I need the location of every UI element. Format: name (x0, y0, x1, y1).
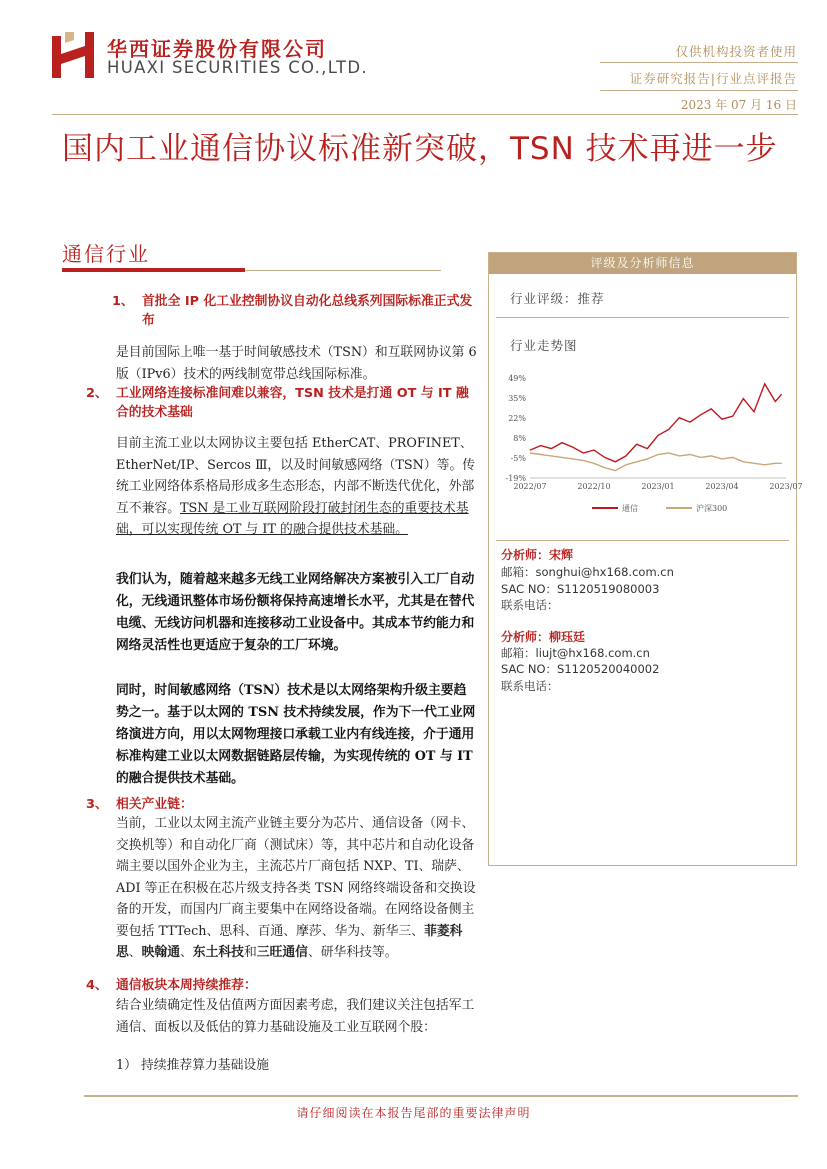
section-heading-text: 相关产业链： (116, 797, 193, 812)
y-tick-label: 49% (508, 374, 526, 383)
company-name: 东土科技 (192, 945, 244, 960)
separator: 、 (128, 945, 142, 960)
section-body-text: 目前主流工业以太网协议主要包括 EtherCAT、PROFINET、EtherNet/IP、Sercos Ⅲ，以及时间敏感网络（TSN）等。传统工业网络体系格局形成多生态形态，内部不断迭代优化，外部互不兼容。 (116, 436, 476, 516)
industry-underline-rule (245, 270, 441, 271)
section-number: 1、 (112, 294, 134, 309)
separator: 、 (179, 945, 193, 960)
section-heading (86, 976, 478, 995)
section-number: 2、 (86, 386, 108, 401)
x-tick-label: 2023/04 (705, 482, 739, 491)
footer-divider (84, 1095, 798, 1097)
company-name-en: HUAXI SECURITIES CO.,LTD. (107, 58, 368, 77)
sidebar-divider (496, 317, 789, 318)
section-body: 结合业绩确定性及估值两方面因素考虑，我们建议关注包括军工通信、面板以及低估的算力基础设施及工业互联网个股： (116, 998, 475, 1035)
analyst-name: 分析师：宋辉 (501, 548, 574, 562)
report-title: 国内工业通信协议标准新突破，TSN 技术再进一步 (62, 131, 778, 167)
analyst-sac: SAC NO：S1120520040002 (501, 662, 660, 676)
section-body-text: 、研华科技等。 (307, 945, 398, 960)
section-heading-text: 首批全 IP 化工业控制协议自动化总线系列国际标准正式发布 (142, 294, 473, 328)
section-body-text: 当前，工业以太网主流产业链主要分为芯片、通信设备（网卡、交换机等）和自动化厂商（测试床）等，其中芯片和自动化设备端主要以国外企业为主，主流芯片厂商包括 NXP、TI、瑞萨、ADI 等正在积极在芯片级支持各类 TSN 网络终端设备和交换设备的开发，而国内厂商主要集中在网络设备端。在网络设备侧主要包括 TTTech、思科、百通、摩莎、华为、新华三、 (116, 816, 476, 939)
section-body (116, 433, 478, 541)
industry-label: 通信行业 (62, 242, 150, 266)
separator: 和 (243, 945, 257, 960)
header-divider (52, 114, 798, 115)
section-number: 3、 (86, 797, 108, 812)
industry-underline (62, 268, 245, 272)
analyst-sac: SAC NO：S1120519080003 (501, 582, 660, 596)
analyst-email: 邮箱：songhui@hx168.com.cn (501, 565, 674, 579)
section-body-underlined: TSN 是工业互联网阶段打破封闭生态的重要技术基础，可以实现传统 OT 与 IT 的融合提供技术基础。 (116, 500, 469, 537)
analyst-phone: 联系电话： (501, 598, 559, 612)
report-type: 证券研究报告|行业点评报告 (629, 71, 797, 86)
report-date: 2023 年 07 月 16 日 (680, 98, 797, 112)
industry-rating: 行业评级：推荐 (510, 291, 605, 306)
section-heading (86, 384, 478, 422)
legend-label: 通信 (622, 504, 638, 513)
analyst-phone: 联系电话： (501, 679, 559, 693)
y-tick-label: -19% (505, 474, 526, 483)
x-tick-label: 2022/07 (513, 482, 547, 491)
series-line (530, 384, 782, 462)
company-name: 映翰通 (141, 945, 180, 960)
y-tick-label: 8% (513, 434, 526, 443)
viewpoint-paragraph: 我们认为，随着越来越多无线工业网络解决方案被引入工厂自动化，无线通讯整体市场份额将保持高速增长水平，尤其是在替代电缆、无线访问机器和连接移动工业设备中。其成本节约能力和网络灵活性也更适应于复杂的工厂环境。 (116, 572, 475, 653)
section-body: 是目前国际上唯一基于时间敏感技术（TSN）和互联网协议第 6 版（IPv6）技术的两线制宽带总线国际标准。 (116, 345, 477, 382)
sidebar-divider (496, 540, 789, 541)
legal-notice: 请仔细阅读在本报告尾部的重要法律声明 (296, 1106, 531, 1120)
x-tick-label: 2022/10 (577, 482, 611, 491)
legend-label: 沪深300 (696, 504, 728, 513)
section-heading (112, 292, 477, 330)
huaxi-logo-icon (52, 32, 94, 78)
viewpoint-paragraph: 同时，时间敏感网络（TSN）技术是以太网络架构升级主要趋势之一。基于以太网的 TSN 技术持续发展，作为下一代工业网络演进方向，用以太网物理接口承载工业内有线连接，介于通用标准构建工业以太网数据链路层传输，为实现传统的 OT 与 IT 的融合提供技术基础。 (116, 683, 476, 786)
section-number: 4、 (86, 978, 108, 993)
section-heading-text: 通信板块本周持续推荐： (116, 978, 257, 993)
section-heading-text: 工业网络连接标准间难以兼容，TSN 技术是打通 OT 与 IT 融合的技术基础 (116, 386, 469, 420)
x-tick-label: 2023/01 (641, 482, 675, 491)
header-divider (600, 62, 798, 63)
section-body (116, 813, 478, 964)
company-name-cn: 华西证券股份有限公司 (107, 37, 327, 61)
list-item: 1） 持续推荐算力基础设施 (116, 1058, 269, 1073)
sidebar-header: 评级及分析师信息 (489, 253, 796, 274)
y-tick-label: 35% (508, 394, 526, 403)
header-divider (600, 90, 798, 91)
analyst-email: 邮箱：liujt@hx168.com.cn (501, 646, 650, 660)
audience-note: 仅供机构投资者使用 (675, 44, 797, 59)
series-line (530, 453, 782, 471)
section-heading (86, 795, 478, 814)
y-tick-label: -5% (510, 454, 526, 463)
industry-trend-chart (496, 368, 803, 522)
y-tick-label: 22% (508, 414, 526, 423)
company-name: 三旺通信 (256, 945, 308, 960)
x-tick-label: 2023/07 (769, 482, 803, 491)
trend-chart-title: 行业走势图 (510, 338, 578, 353)
analyst-name: 分析师：柳珏廷 (501, 630, 586, 644)
company-name: 菲菱科思 (116, 923, 463, 960)
